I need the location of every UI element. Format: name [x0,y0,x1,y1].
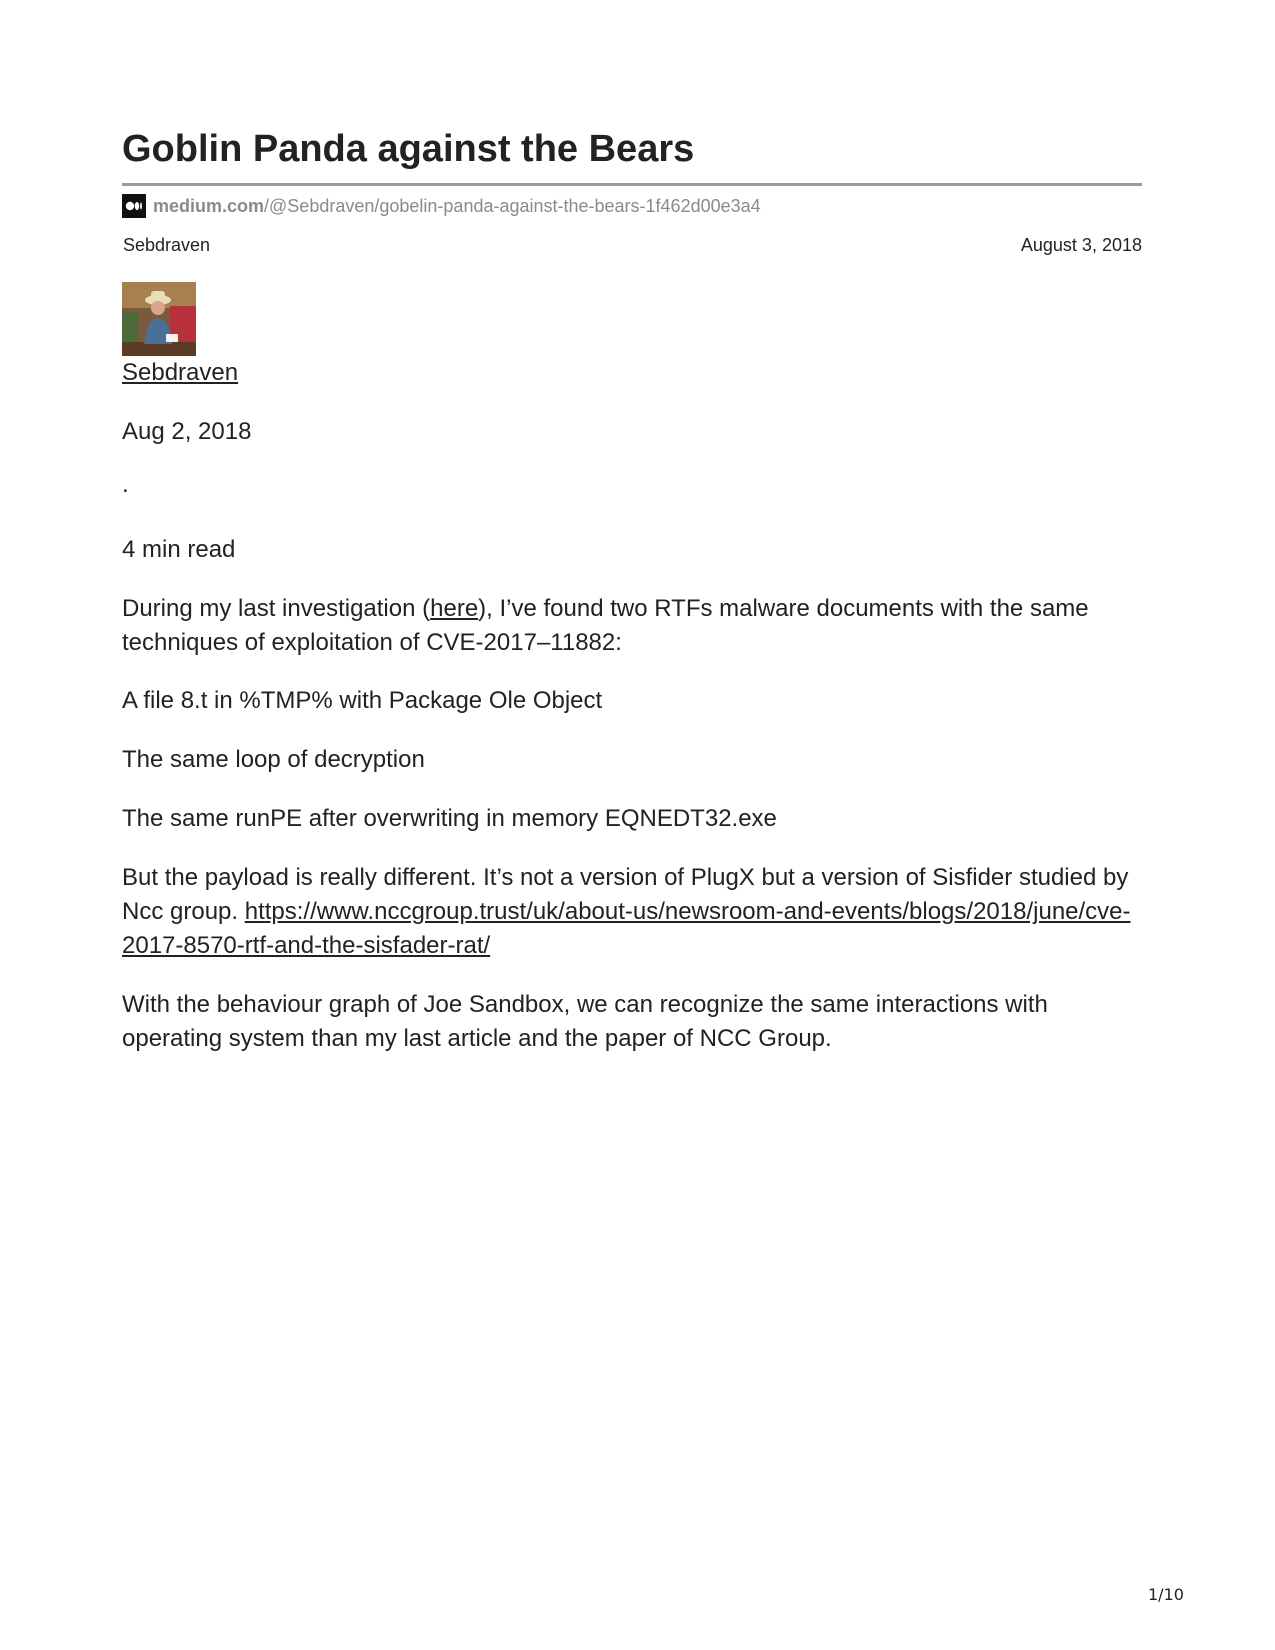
avatar[interactable] [122,282,196,356]
body-paragraph-4: The same runPE after overwriting in memory EQNEDT32.exe [122,805,777,832]
meta-date: August 3, 2018 [1020,235,1142,255]
body-paragraph-5 [122,861,1142,963]
body-paragraph-2: A file 8.t in %TMP% with Package Ole Object [122,687,603,714]
author-link[interactable]: Sebdraven [122,359,239,386]
meta-author: Sebdraven [123,235,211,255]
paragraph-text: ), I’ve found two RTFs malware documents with the same techniques of exploitation of CVE-2017–11882: [122,595,1089,656]
source-domain: medium.com [153,195,265,216]
here-link[interactable]: here [430,595,479,622]
body-paragraph-3: The same loop of decryption [122,746,425,773]
published-date: Aug 2, 2018 [122,418,252,445]
body-paragraph-1 [122,592,1142,660]
source-url[interactable] [122,194,761,218]
paragraph-text: But the payload is really different. It’s not a version of PlugX but a version of Sisfider studied by Ncc group. [122,864,1129,925]
read-time: 4 min read [122,536,236,563]
body-paragraph-6: With the behaviour graph of Joe Sandbox, we can recognize the same interactions with operating system than my last article and the paper of NCC Group. [122,991,1048,1052]
page-number: 1/10 [1148,1585,1184,1604]
nccgroup-link[interactable]: https://www.nccgroup.trust/uk/about-us/newsroom-and-events/blogs/2018/june/cve-2017-8570-rtf-and-the-sisfader-rat/ [122,898,1131,959]
source-path: /@Sebdraven/gobelin-panda-against-the-bears-1f462d00e3a4 [264,195,761,216]
medium-logo-icon [122,194,146,218]
byline-separator: . [122,471,129,498]
article-title: Goblin Panda against the Bears [122,128,695,170]
paragraph-text: During my last investigation ( [122,595,431,622]
title-divider [122,183,1142,186]
